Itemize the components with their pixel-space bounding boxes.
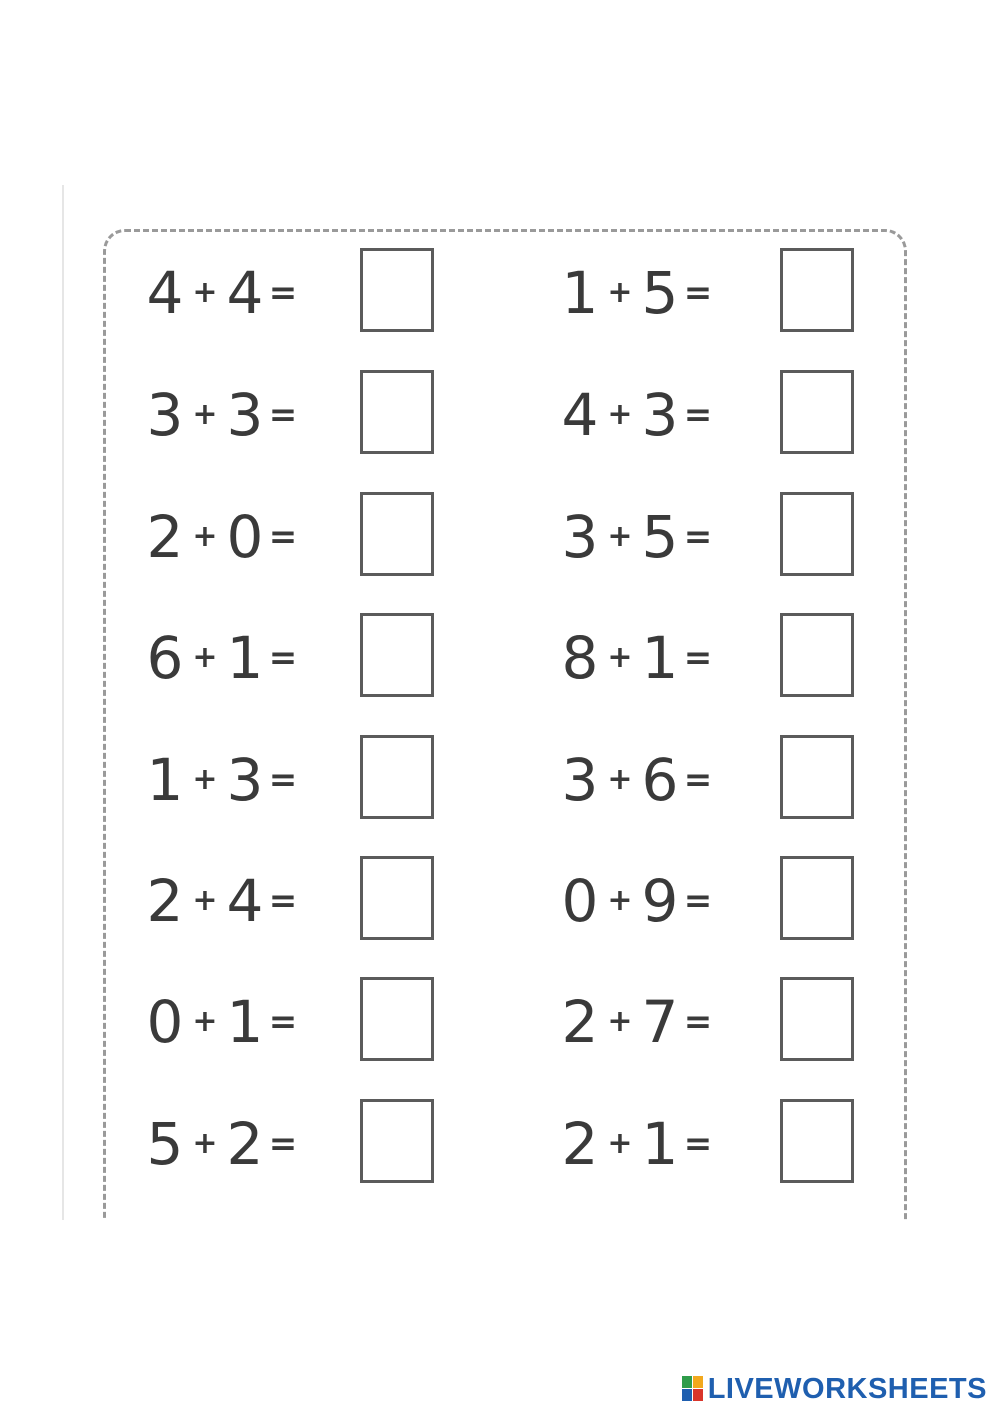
problem-left-5: [145, 735, 301, 825]
answer-box-right-6[interactable]: [780, 856, 854, 940]
addend-a: 1: [561, 259, 599, 327]
addend-a: 4: [561, 381, 599, 449]
plus-sign: +: [192, 640, 218, 675]
equals-sign: =: [683, 638, 713, 678]
plus-sign: +: [192, 883, 218, 918]
problem-left-6: [145, 856, 301, 946]
plus-sign: +: [607, 640, 633, 675]
equals-sign: =: [268, 1124, 298, 1164]
addend-a: 2: [146, 503, 184, 571]
addend-a: 6: [146, 624, 184, 692]
problem-right-4: [560, 613, 716, 703]
problem-left-8: [145, 1099, 301, 1189]
problem-right-5: [560, 735, 716, 825]
answer-box-left-5[interactable]: [360, 735, 434, 819]
plus-sign: +: [607, 1004, 633, 1039]
addend-b: 4: [226, 259, 264, 327]
addend-b: 7: [641, 988, 679, 1056]
equals-sign: =: [683, 760, 713, 800]
addend-a: 3: [561, 503, 599, 571]
answer-box-left-2[interactable]: [360, 370, 434, 454]
problem-right-2: [560, 370, 716, 460]
addend-b: 3: [226, 746, 264, 814]
addend-b: 1: [641, 624, 679, 692]
addend-a: 0: [146, 988, 184, 1056]
addend-b: 2: [226, 1110, 264, 1178]
equals-sign: =: [683, 395, 713, 435]
answer-box-left-3[interactable]: [360, 492, 434, 576]
equals-sign: =: [683, 273, 713, 313]
addend-a: 2: [561, 988, 599, 1056]
answer-box-left-8[interactable]: [360, 1099, 434, 1183]
equals-sign: =: [268, 517, 298, 557]
plus-sign: +: [192, 275, 218, 310]
equals-sign: =: [268, 273, 298, 313]
problem-left-1: [145, 248, 301, 338]
plus-sign: +: [607, 397, 633, 432]
answer-box-right-5[interactable]: [780, 735, 854, 819]
plus-sign: +: [607, 275, 633, 310]
addend-a: 2: [561, 1110, 599, 1178]
liveworksheets-logo-icon: [682, 1376, 704, 1402]
problem-left-2: [145, 370, 301, 460]
left-margin-line: [62, 185, 64, 1220]
addend-b: 3: [641, 381, 679, 449]
addend-b: 6: [641, 746, 679, 814]
equals-sign: =: [683, 1002, 713, 1042]
problem-right-7: [560, 977, 716, 1067]
plus-sign: +: [192, 519, 218, 554]
problem-right-8: [560, 1099, 716, 1189]
plus-sign: +: [192, 1004, 218, 1039]
addend-a: 3: [561, 746, 599, 814]
answer-box-right-3[interactable]: [780, 492, 854, 576]
addend-a: 0: [561, 867, 599, 935]
addend-b: 5: [641, 259, 679, 327]
answer-box-left-4[interactable]: [360, 613, 434, 697]
plus-sign: +: [192, 1126, 218, 1161]
plus-sign: +: [607, 762, 633, 797]
plus-sign: +: [607, 1126, 633, 1161]
equals-sign: =: [268, 395, 298, 435]
liveworksheets-logo: [682, 1372, 987, 1406]
equals-sign: =: [268, 881, 298, 921]
addend-b: 3: [226, 381, 264, 449]
problem-right-6: [560, 856, 716, 946]
answer-box-right-1[interactable]: [780, 248, 854, 332]
equals-sign: =: [683, 517, 713, 557]
addend-a: 5: [146, 1110, 184, 1178]
plus-sign: +: [607, 883, 633, 918]
addend-b: 0: [226, 503, 264, 571]
equals-sign: =: [683, 881, 713, 921]
addend-b: 9: [641, 867, 679, 935]
problem-right-3: [560, 492, 716, 582]
answer-box-left-7[interactable]: [360, 977, 434, 1061]
answer-box-left-1[interactable]: [360, 248, 434, 332]
problem-left-3: [145, 492, 301, 582]
plus-sign: +: [192, 397, 218, 432]
addend-a: 1: [146, 746, 184, 814]
answer-box-right-8[interactable]: [780, 1099, 854, 1183]
problem-right-1: [560, 248, 716, 338]
logo-text: LIVEWORKSHEETS: [707, 1372, 987, 1405]
addend-b: 1: [226, 624, 264, 692]
answer-box-right-7[interactable]: [780, 977, 854, 1061]
addend-a: 2: [146, 867, 184, 935]
addend-a: 3: [146, 381, 184, 449]
addend-b: 5: [641, 503, 679, 571]
problem-left-7: [145, 977, 301, 1067]
equals-sign: =: [268, 1002, 298, 1042]
answer-box-left-6[interactable]: [360, 856, 434, 940]
addend-b: 1: [226, 988, 264, 1056]
addend-a: 4: [146, 259, 184, 327]
frame-bottom-mask: [90, 1220, 930, 1280]
problem-left-4: [145, 613, 301, 703]
equals-sign: =: [268, 760, 298, 800]
plus-sign: +: [607, 519, 633, 554]
addend-a: 8: [561, 624, 599, 692]
answer-box-right-4[interactable]: [780, 613, 854, 697]
plus-sign: +: [192, 762, 218, 797]
equals-sign: =: [268, 638, 298, 678]
addend-b: 1: [641, 1110, 679, 1178]
answer-box-right-2[interactable]: [780, 370, 854, 454]
equals-sign: =: [683, 1124, 713, 1164]
addend-b: 4: [226, 867, 264, 935]
